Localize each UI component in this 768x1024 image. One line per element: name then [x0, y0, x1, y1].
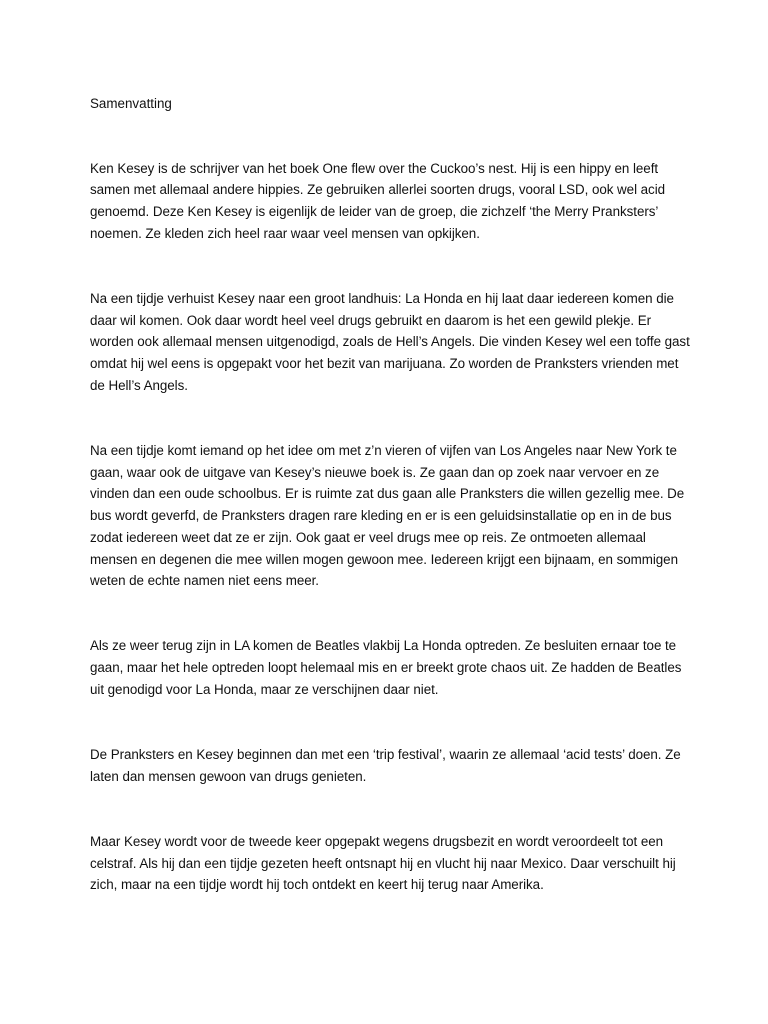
document-title: Samenvatting — [90, 96, 172, 111]
paragraph-1: Ken Kesey is de schrijver van het boek One flew over the Cuckoo’s nest. Hij is een hippy en leeft samen met allemaal andere hippies. Ze gebruiken allerlei soorten drugs, vooral LSD, ook wel acid genoemd. Deze Ken Kesey is eigenlijk de leider van de groep, die zichzelf ‘the Merry Pranksters’ noemen. Ze kleden zich heel raar waar veel mensen van opkijken. — [90, 160, 666, 241]
paragraph-5: De Pranksters en Kesey beginnen dan met een ‘trip festival’, waarin ze allemaal ‘acid tests’ doen. Ze laten dan mensen gewoon van drugs genieten. — [90, 747, 681, 784]
paragraph-2: Na een tijdje verhuist Kesey naar een groot landhuis: La Honda en hij laat daar iedereen komen die daar wil komen. Ook daar wordt heel veel drugs gebruikt en daarom is het een gewild plekje. Er worden ook allemaal mensen uitgenodigd, zoals de Hell’s Angels. Die vinden Kesey wel een toffe gast omdat hij wel eens is opgepakt voor het bezit van marijuana. Zo worden de Pranksters vrienden met de Hell’s Angels. — [90, 291, 690, 393]
paragraph-3: Na een tijdje komt iemand op het idee om met z’n vieren of vijfen van Los Angeles naar New York te gaan, waar ook de uitgave van Kesey’s nieuwe boek is. Ze gaan dan op zoek naar vervoer en ze vinden dan een oude schoolbus. Er is ruimte zat dus gaan alle Pranksters die willen gezellig mee. De bus wordt geverfd, de Pranksters dragen rare kleding en er is een geluidsinstallatie op en in de bus zodat iedereen weet dat ze er zijn. Ook gaat er veel drugs mee op reis. Ze ontmoeten allemaal mensen en degenen die mee willen mogen gewoon mee. Iedereen krijgt een bijnaam, en sommigen weten de echte namen niet eens meer. — [90, 443, 685, 589]
document-body — [90, 93, 690, 940]
paragraph-4: Als ze weer terug zijn in LA komen de Beatles vlakbij La Honda optreden. Ze besluiten ernaar toe te gaan, maar het hele optreden loopt helemaal mis en er breekt grote chaos uit. Ze hadden de Beatles uit genodigd voor La Honda, maar ze verschijnen daar niet. — [90, 638, 682, 697]
paragraph-6: Maar Kesey wordt voor de tweede keer opgepakt wegens drugsbezit en wordt veroordeelt tot een celstraf. Als hij dan een tijdje gezeten heeft ontsnapt hij en vlucht hij naar Mexico. Daar verschuilt hij zich, maar na een tijdje wordt hij toch ontdekt en keert hij terug naar Amerika. — [90, 833, 676, 893]
